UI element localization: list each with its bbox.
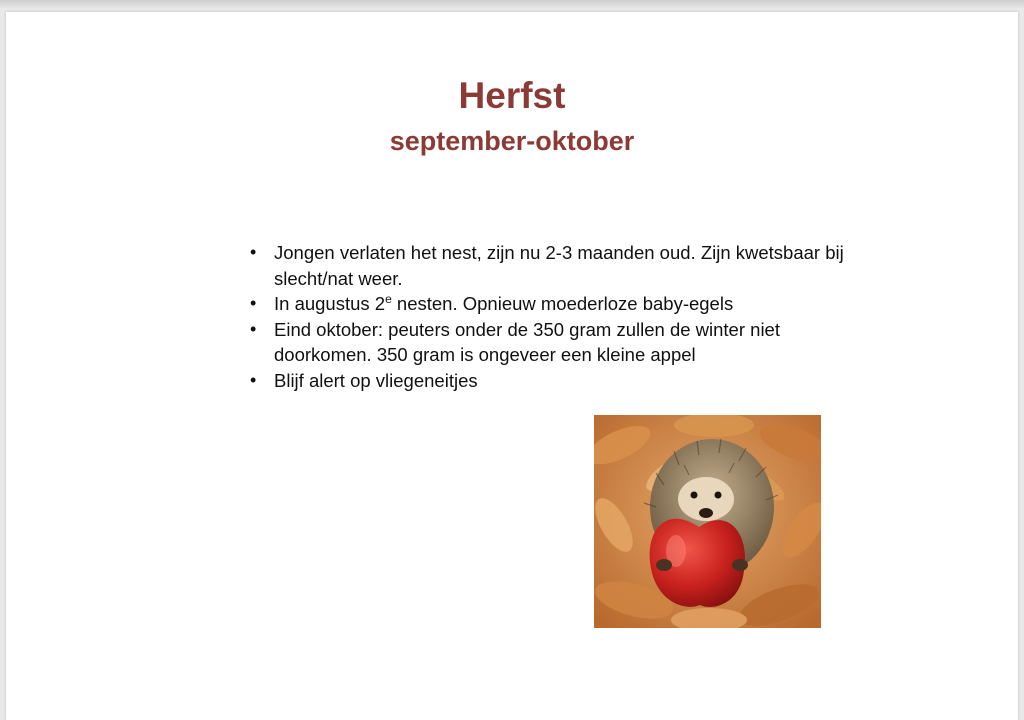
bullet-item — [248, 240, 848, 291]
bullet-item — [248, 317, 848, 368]
bullet-list — [248, 240, 848, 393]
bullet-item — [248, 368, 848, 394]
bullet-text-post: nesten. Opnieuw moederloze baby-egels — [391, 293, 734, 314]
viewer-top-bar — [0, 0, 1024, 8]
slide-title: Herfst — [458, 75, 566, 116]
bullet-text: Blijf alert op vliegeneitjes — [274, 369, 478, 391]
slide-subtitle: september-oktober — [389, 126, 635, 156]
slide-page — [6, 12, 1018, 720]
bullet-text: Eind oktober: peuters onder de 350 gram zullen de winter niet doorkomen. 350 gram is ongeveer een kleine appel — [274, 318, 780, 365]
bullet-text-pre: In augustus 2 — [274, 293, 386, 314]
bullet-item — [248, 291, 848, 317]
hedgehog-photo-illustration — [594, 415, 821, 628]
superscript-ordinal: e — [385, 291, 392, 306]
bullet-text: Jongen verlaten het nest, zijn nu 2-3 maanden oud. Zijn kwetsbaar bij slecht/nat weer. — [274, 242, 844, 289]
hedgehog-with-apple-image — [594, 415, 821, 628]
